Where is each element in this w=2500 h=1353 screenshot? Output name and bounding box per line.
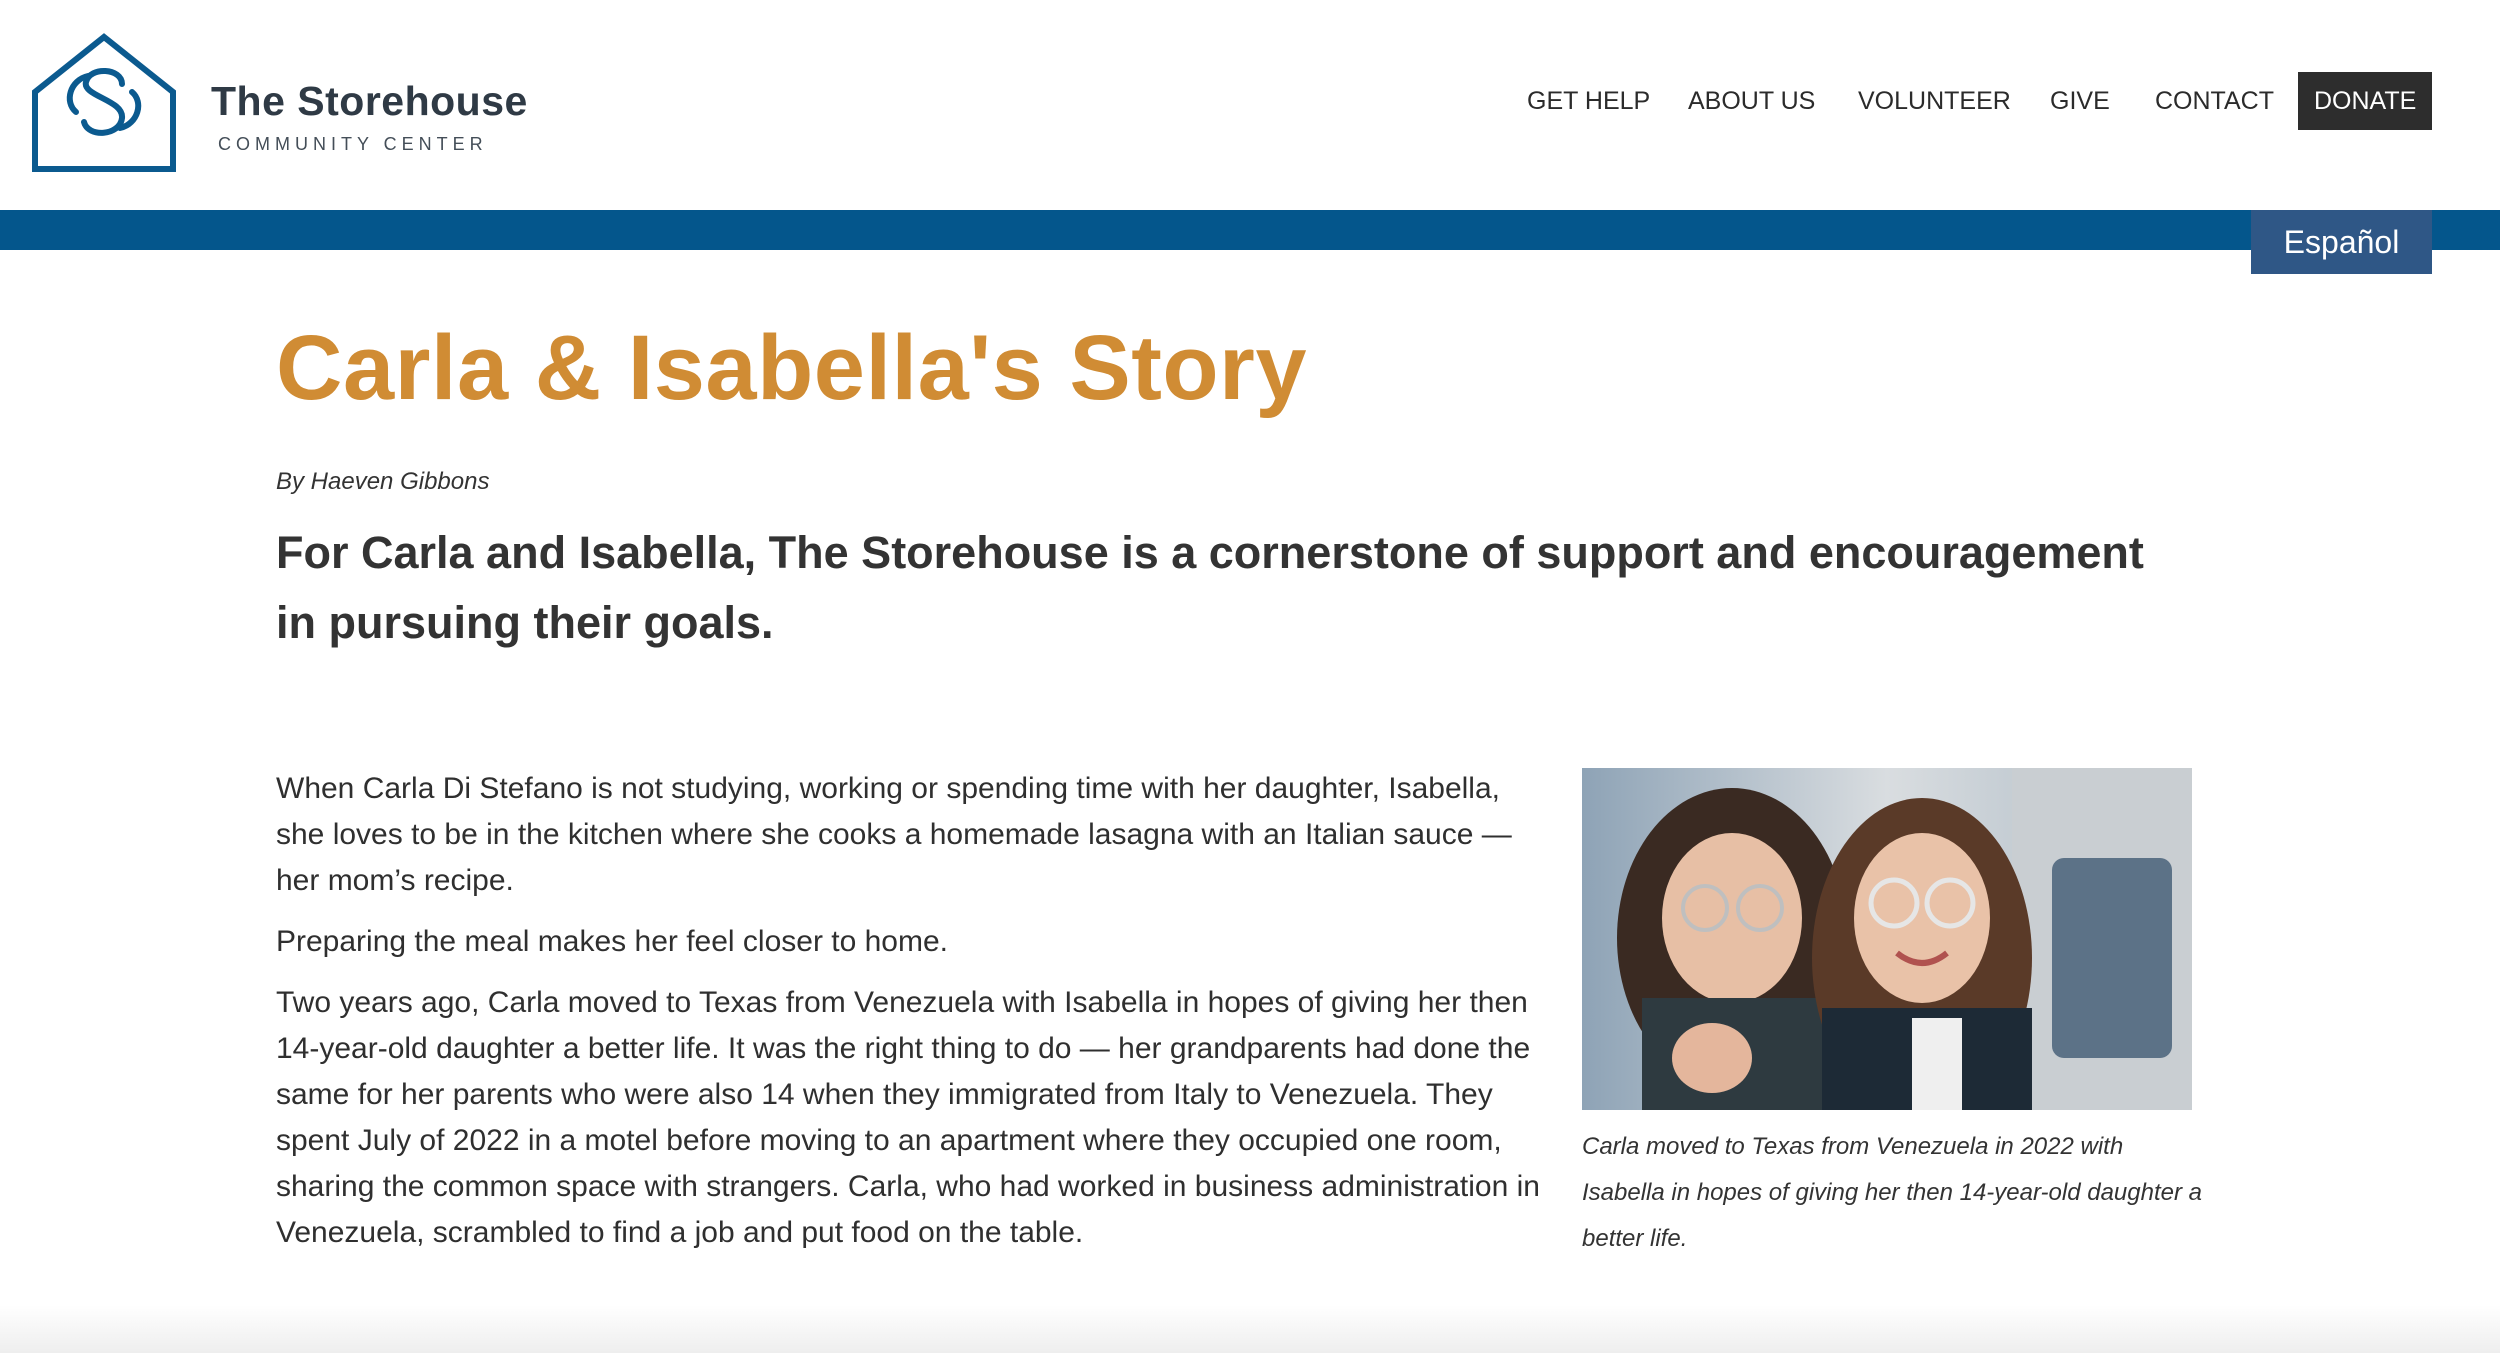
- site-header: [0, 0, 2500, 210]
- brand-name[interactable]: The Storehouse: [211, 78, 528, 124]
- nav-about-us[interactable]: ABOUT US: [1688, 87, 1816, 115]
- article-lede: For Carla and Isabella, The Storehouse is a cornerstone of support and encouragement in pursuing their goals.: [276, 527, 2144, 648]
- nav-volunteer[interactable]: VOLUNTEER: [1858, 87, 2011, 115]
- article-body: [276, 766, 1556, 1271]
- photo-caption: Carla moved to Texas from Venezuela in 2022 with Isabella in hopes of giving her then 14-year-old daughter a better life.: [1582, 1133, 2202, 1252]
- page-title: Carla & Isabella's Story: [276, 317, 1308, 419]
- photo-illustration: [1582, 768, 2192, 1110]
- article-byline: By Haeven Gibbons: [276, 468, 490, 495]
- donate-button[interactable]: DONATE: [2298, 72, 2432, 130]
- nav-give[interactable]: GIVE: [2050, 87, 2110, 115]
- language-toggle-button[interactable]: Español: [2251, 210, 2432, 274]
- brand-subtitle: COMMUNITY CENTER: [218, 134, 488, 154]
- nav-get-help[interactable]: GET HELP: [1527, 87, 1651, 115]
- article-paragraph: When Carla Di Stefano is not studying, working or spending time with her daughter, Isabella, she loves to be in the kitchen where she cooks a homemade lasagna with an Italian sauce — her mom’s recipe.: [276, 772, 1512, 897]
- story-photo: [1582, 768, 2192, 1110]
- header-band: [0, 210, 2500, 250]
- article-paragraph: Two years ago, Carla moved to Texas from Venezuela with Isabella in hopes of giving her then 14-year-old daughter a better life. It was the right thing to do — her grandparents had done the same for her parents who were also 14 when they immigrated from Italy to Venezuela. They spent July of 2022 in a motel before moving to an apartment where they occupied one room, sharing the common space with strangers. Carla, who had worked in business administration in Venezuela, scrambled to find a job and put food on the table.: [276, 986, 1540, 1249]
- nav-contact[interactable]: CONTACT: [2155, 87, 2274, 115]
- storehouse-logo-icon[interactable]: [30, 32, 178, 174]
- article-paragraph: Preparing the meal makes her feel closer to home.: [276, 925, 948, 958]
- page-bottom-shade: [0, 1305, 2500, 1353]
